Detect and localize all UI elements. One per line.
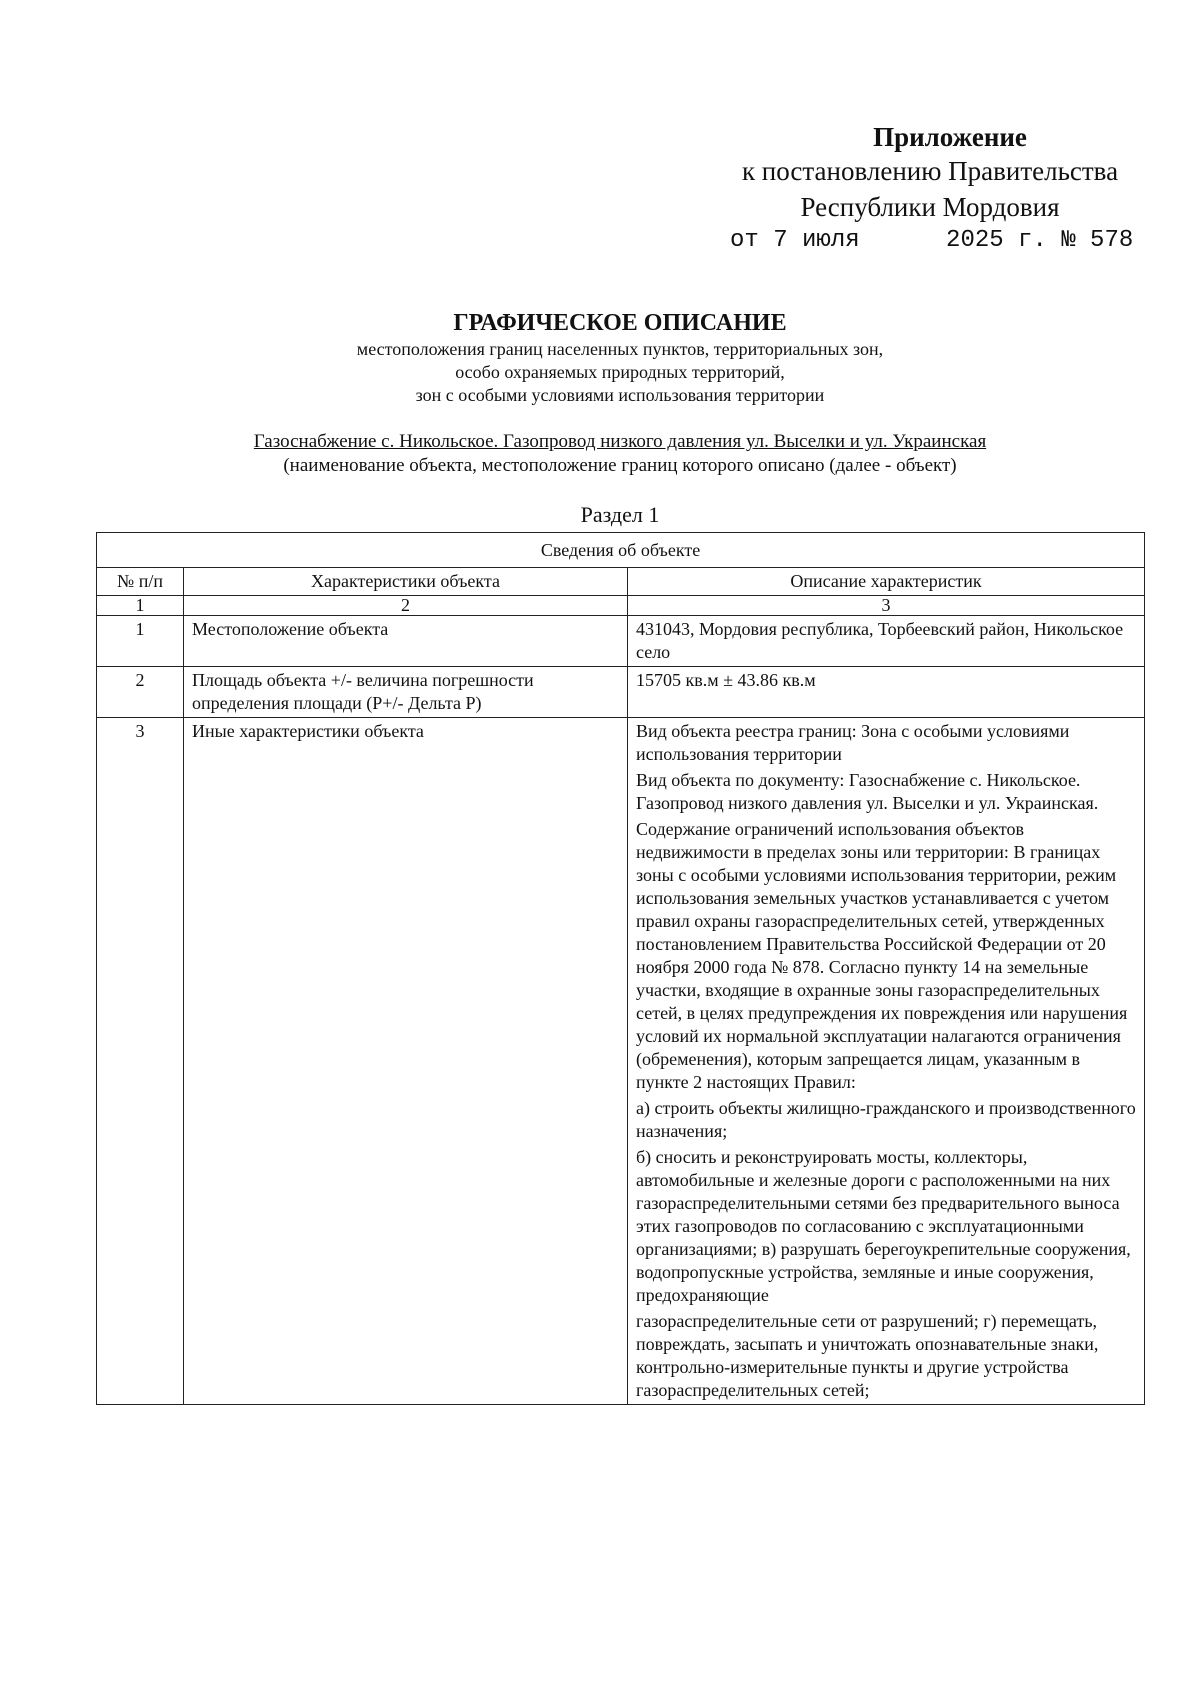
column-number-2: 2	[184, 596, 628, 616]
appendix-line-2: Республики Мордовия	[800, 192, 1060, 222]
row-characteristic: Местоположение объекта	[184, 616, 628, 667]
appendix-header	[700, 122, 1160, 254]
table-title: Сведения об объекте	[97, 533, 1145, 568]
table-row	[97, 616, 1145, 667]
description-paragraph: 15705 кв.м ± 43.86 кв.м	[636, 670, 816, 690]
appendix-title: Приложение	[873, 122, 1027, 152]
document-subtitle-1: местоположения границ населенных пунктов, территориальных зон,	[356, 339, 884, 359]
table-row	[97, 667, 1145, 718]
row-number: 1	[97, 616, 184, 667]
row-description	[628, 667, 1145, 718]
column-number-row	[97, 596, 1145, 616]
description-paragraph: Вид объекта реестра границ: Зона с особыми условиями использования территории	[636, 721, 1070, 764]
section-label: Раздел 1	[580, 502, 660, 527]
document-title: ГРАФИЧЕСКОЕ ОПИСАНИЕ	[453, 310, 787, 336]
object-caption: (наименование объекта, местоположение границ которого описано (далее - объект)	[283, 455, 957, 476]
row-characteristic: Иные характеристики объекта	[184, 718, 628, 1405]
description-paragraph: газораспределительные сети от разрушений; г) перемещать, повреждать, засыпать и уничтожать опознавательные знаки, контрольно-измерительные пункты и другие устройства газораспределительных сетей;	[636, 1311, 1099, 1400]
column-header-characteristic: Характеристики объекта	[184, 568, 628, 596]
description-paragraph: Содержание ограничений использования объектов недвижимости в пределах зоны или территории: В границах зоны с особыми условиями использования территории, режим использования земельных участков устанавливается с учетом правил охраны газораспределительных сетей, утвержденных постановлением Правительства Российской Федерации от 20 ноября 2000 года № 878. Согласно пункту 14 на земельные участки, входящие в охранные зоны газораспределительных сетей, в целях предупреждения их повреждения или нарушения условий их нормальной эксплуатации налагаются ограничения (обременения), которым запрещается лицам, указанным в пункте 2 настоящих Правил:	[636, 819, 1128, 1092]
column-header-description: Описание характеристик	[628, 568, 1145, 596]
object-info-table	[96, 532, 1145, 1405]
column-number-1: 1	[97, 596, 184, 616]
column-header-number: № п/п	[97, 568, 184, 596]
document-heading	[0, 308, 1200, 407]
document-subtitle-3: зон с особыми условиями использования территории	[415, 385, 825, 405]
description-paragraph: а) строить объекты жилищно-гражданского и производственного назначения;	[636, 1098, 1136, 1141]
description-paragraph: Вид объекта по документу: Газоснабжение с. Никольское. Газопровод низкого давления ул. Выселки и ул. Украинская.	[636, 770, 1099, 813]
document-subtitle-2: особо охраняемых природных территорий,	[455, 362, 785, 382]
row-description	[628, 616, 1145, 667]
description-paragraph: 431043, Мордовия республика, Торбеевский район, Никольское село	[636, 619, 1124, 662]
row-number: 3	[97, 718, 184, 1405]
row-description	[628, 718, 1145, 1405]
table-title-row	[97, 533, 1145, 568]
table-header-row	[97, 568, 1145, 596]
decree-date-number: от 7 июля 2025 г. № 578	[730, 227, 1134, 254]
column-number-3: 3	[628, 596, 1145, 616]
appendix-line-1: к постановлению Правительства	[741, 156, 1119, 186]
table-row	[97, 718, 1145, 1405]
object-name: Газоснабжение с. Никольское. Газопровод низкого давления ул. Выселки и ул. Украинская	[253, 431, 987, 452]
row-number: 2	[97, 667, 184, 718]
object-block	[0, 430, 1200, 478]
row-characteristic: Площадь объекта +/- величина погрешности определения площади (P+/- Дельта P)	[184, 667, 628, 718]
description-paragraph: б) сносить и реконструировать мосты, коллекторы, автомобильные и железные дороги с расположенными на них газораспределительными сетями без предварительного выноса этих газопроводов по согласованию с эксплуатационными организациями; в) разрушать берегоукрепительные сооружения, водопропускные устройства, земляные и иные сооружения, предохраняющие	[636, 1147, 1131, 1305]
